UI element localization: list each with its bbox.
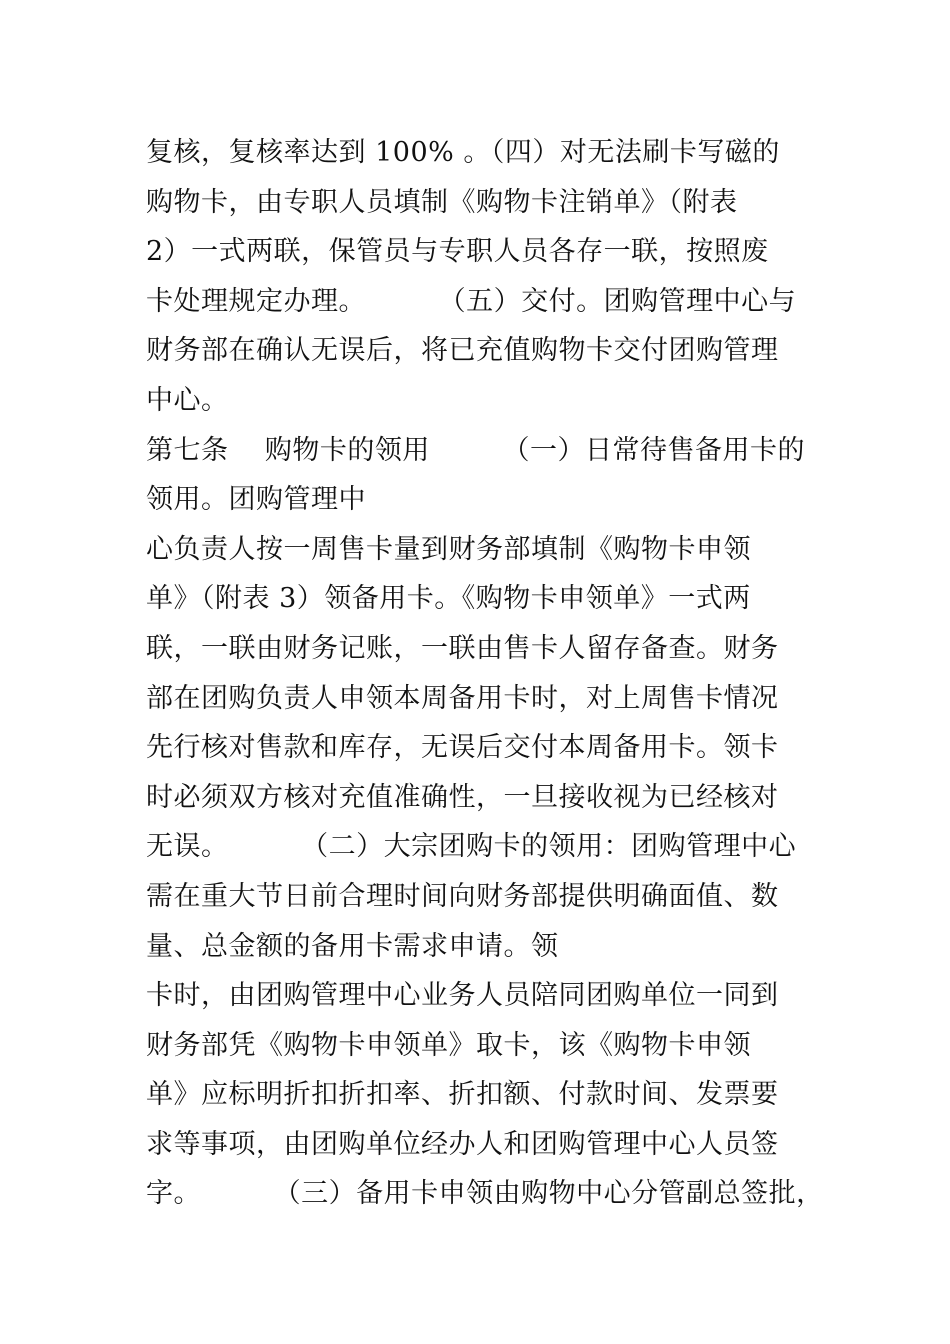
- body-line-2: 购物卡，由专职人员填制《购物卡注销单》（附表: [146, 186, 738, 218]
- body-line-4: 卡处理规定办理。 （五）交付。团购管理中心与: [146, 285, 797, 317]
- body-line-22: 字。 （三）备用卡申领由购物中心分管副总签批，: [146, 1178, 824, 1210]
- body-line-18: 卡时，由团购管理中心业务人员陪同团购单位一同到: [146, 980, 779, 1012]
- document-body: [146, 128, 826, 1219]
- body-line-12: 部在团购负责人申领本周备用卡时，对上周售卡情况: [146, 682, 779, 714]
- body-line-6: 中心。: [146, 384, 229, 416]
- body-line-3: 2）一式两联，保管员与专职人员各存一联，按照废: [146, 236, 769, 268]
- body-line-20: 单》应标明折扣折扣率、折扣额、付款时间、发票要: [146, 1079, 779, 1111]
- article-heading-line: 第七条 购物卡的领用 （一）日常待售备用卡的: [146, 434, 805, 466]
- body-line-11: 联，一联由财务记账，一联由售卡人留存备查。财务: [146, 632, 779, 664]
- body-line-16: 需在重大节日前合理时间向财务部提供明确面值、数: [146, 880, 779, 912]
- body-line-14: 时必须双方核对充值准确性，一旦接收视为已经核对: [146, 781, 779, 813]
- body-line-1: 复核，复核率达到 100% 。（四）对无法刷卡写磁的: [146, 137, 780, 168]
- body-line-8: 领用。团购管理中: [146, 484, 366, 516]
- body-line-10: 单》（附表 3）领备用卡。《购物卡申领单》一式两: [146, 583, 751, 615]
- body-line-13: 先行核对售款和库存，无误后交付本周备用卡。领卡: [146, 732, 779, 764]
- body-line-9: 心负责人按一周售卡量到财务部填制《购物卡申领: [146, 533, 751, 565]
- body-line-21: 求等事项，由团购单位经办人和团购管理中心人员签: [146, 1128, 779, 1160]
- body-line-15: 无误。 （二）大宗团购卡的领用：团购管理中心: [146, 831, 797, 863]
- body-line-5: 财务部在确认无误后，将已充值购物卡交付团购管理: [146, 335, 779, 367]
- body-line-19: 财务部凭《购物卡申领单》取卡，该《购物卡申领: [146, 1029, 751, 1061]
- body-line-17: 量、总金额的备用卡需求申请。领: [146, 930, 559, 962]
